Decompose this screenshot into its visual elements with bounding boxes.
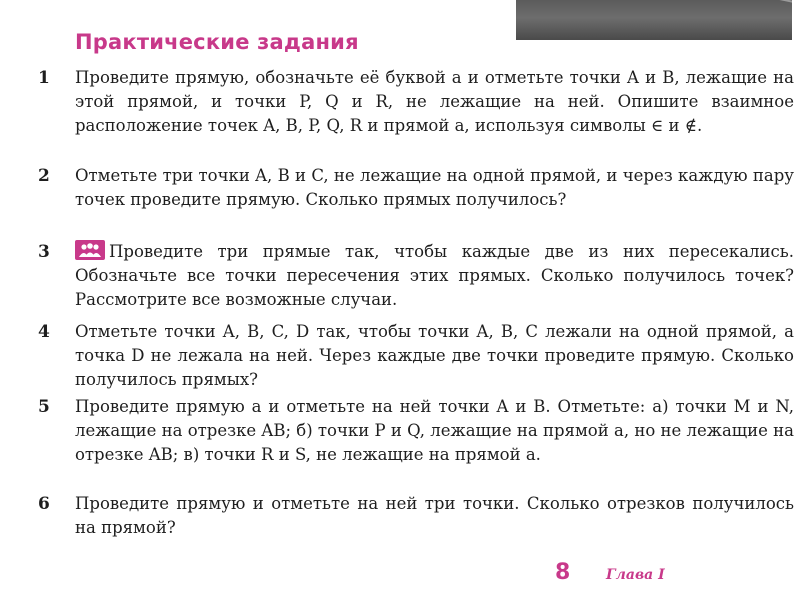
task-text: Проведите прямую, обозначьте её буквой a и отметьте точки A и B, лежащие на этой прямой, и точки P, Q и R, не лежащие на ней. Опишите взаимное расположение точек A, B, P, Q, R и прямой a, используя символы ∈ и ∉. [75,68,794,135]
task-text: Проведите прямую и отметьте на ней три точки. Сколько отрезков получилось на прямой? [75,494,794,537]
task-item [38,395,794,467]
task-number: 5 [38,397,50,417]
task-number: 2 [38,166,50,186]
task-item [38,320,794,392]
task-item [38,240,794,312]
task-text: Проведите три прямые так, чтобы каждые две из них пересекались. Обозначьте все точки пересечения этих прямых. Сколько получилось точек? Рассмотрите все возможные случаи. [75,242,794,309]
group-work-icon [75,240,105,260]
task-text: Проведите прямую a и отметьте на ней точки A и B. Отметьте: а) точки M и N, лежащие на отрезке AB; б) точки P и Q, лежащие на прямой a, но не лежащие на отрезке AB; в) точки R и S, не лежащие на прямой a. [75,397,794,464]
task-item [38,164,794,212]
task-item [38,492,794,540]
task-text: Отметьте три точки A, B и C, не лежащие на одной прямой, и через каждую пару точек проведите прямую. Сколько прямых получилось? [75,166,794,209]
chapter-label: Глава I [606,567,665,583]
task-number: 6 [38,494,50,514]
header-photo [516,0,792,40]
photo-rail-line [619,0,792,40]
task-item [38,66,794,138]
page-number: 8 [555,560,571,585]
task-number: 3 [38,242,50,262]
task-number: 1 [38,68,50,88]
task-number: 4 [38,322,50,342]
section-heading: Практические задания [75,30,359,54]
task-body [75,240,794,312]
task-text: Отметьте точки A, B, C, D так, чтобы точки A, B, C лежали на одной прямой, а точка D не лежала на ней. Через каждые две точки проведите прямую. Сколько получилось прямых? [75,322,794,389]
